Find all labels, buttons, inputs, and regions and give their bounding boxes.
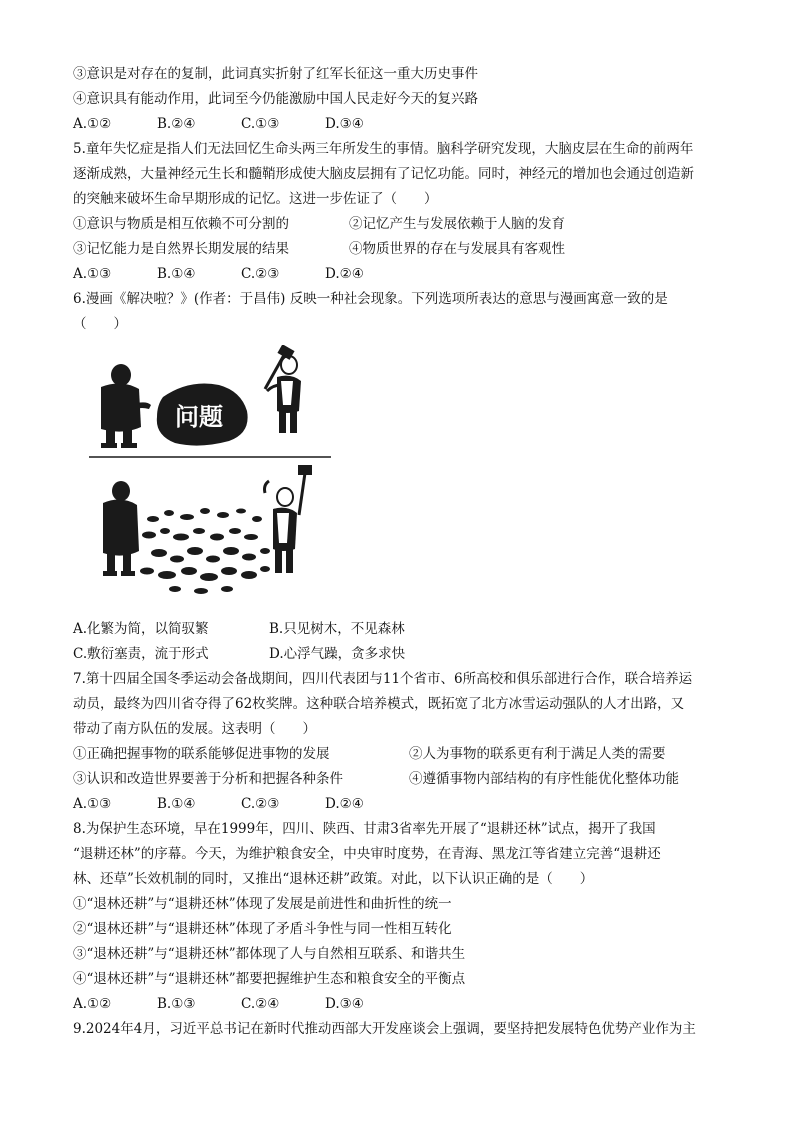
official-figure-bottom (103, 481, 139, 576)
exam-page (73, 62, 733, 1042)
q8-stem-line-3: 林、还草”长效机制的同时，又推出“退林还耕”政策。对此，以下认识正确的是（ ） (73, 871, 594, 887)
rock-label: 问题 (175, 403, 223, 431)
cartoon-bottom-panel (103, 465, 312, 594)
q4-options (73, 112, 733, 137)
q6-options-row-2 (73, 642, 733, 667)
q7-options (73, 792, 733, 817)
q7-statement-2: ②人为事物的联系更有利于满足人类的需要 (409, 746, 666, 762)
q8-option-d[interactable]: D.③④ (325, 996, 364, 1012)
q5-statement-1: ①意识与物质是相互依赖不可分割的 (73, 216, 289, 232)
q7-statement-3: ③认识和改造世界要善于分析和把握各种条件 (73, 771, 343, 787)
q4-option-c[interactable]: C.①③ (241, 116, 280, 132)
q8-option-a[interactable]: A.①② (73, 996, 112, 1012)
q6-options-row-1 (73, 617, 733, 642)
q6-option-a[interactable]: A.化繁为简，以简驭繁 (73, 621, 209, 637)
problem-rock (157, 384, 248, 446)
q5-stem-line-1: 5.童年失忆症是指人们无法回忆生命头两三年所发生的事情。脑科学研究发现，大脑皮层在生命的前两年 (73, 141, 694, 157)
q7-option-d[interactable]: D.②④ (325, 796, 364, 812)
q8-statement-1: ①“退林还耕”与“退耕还林”体现了发展是前进性和曲折性的统一 (73, 896, 452, 912)
worker-figure-top (265, 345, 301, 433)
q4-option-b[interactable]: B.②④ (157, 116, 196, 132)
q8-statement-3: ③“退林还耕”与“退耕还林”都体现了人与自然相互联系、和谐共生 (73, 946, 466, 962)
q7-statement-1: ①正确把握事物的联系能够促进事物的发展 (73, 746, 330, 762)
q6-option-c[interactable]: C.敷衍塞责，流于形式 (73, 646, 209, 662)
q5-stem-line-3: 的突触来破坏生命早期形成的记忆。这进一步佐证了（ ） (73, 191, 438, 207)
q8-option-c[interactable]: C.②④ (241, 996, 280, 1012)
q8-options (73, 992, 733, 1017)
q8-stem-line-1: 8.为保护生态环境，早在1999年，四川、陕西、甘肃3省率先开展了“退耕还林”试点，揭开了我国 (73, 821, 656, 837)
q6-option-d[interactable]: D.心浮气躁，贪多求快 (269, 646, 406, 662)
q7-option-c[interactable]: C.②③ (241, 796, 280, 812)
q4-option-a[interactable]: A.①② (73, 116, 112, 132)
q7-stem-line-1: 7.第十四届全国冬季运动会备战期间，四川代表团与11个省市、6所高校和俱乐部进行合作，联合培养运 (73, 671, 693, 687)
q7-statement-4: ④遵循事物内部结构的有序性能优化整体功能 (409, 771, 679, 787)
q7-option-a[interactable]: A.①③ (73, 796, 112, 812)
q4-statement-3: ③意识是对存在的复制，此词真实折射了红军长征这一重大历史事件 (73, 66, 478, 82)
official-figure-top (101, 364, 151, 448)
q5-option-a[interactable]: A.①③ (73, 266, 112, 282)
q6-option-b[interactable]: B.只见树木，不见森林 (269, 621, 405, 637)
q4-option-d[interactable]: D.③④ (325, 116, 364, 132)
q8-stem-line-2: “退耕还林”的序幕。今天，为维护粮食安全，中央审时度势，在青海、黑龙江等省建立完善“退耕还 (73, 846, 661, 862)
cartoon-top-panel (89, 345, 331, 457)
q5-statement-2: ②记忆产生与发展依赖于人脑的发育 (349, 216, 565, 232)
q5-option-b[interactable]: B.①④ (157, 266, 196, 282)
q7-statements-row-1 (73, 742, 733, 767)
rubble-pieces (140, 508, 270, 594)
q7-option-b[interactable]: B.①④ (157, 796, 196, 812)
q6-stem-line-2: （ ） (73, 316, 127, 332)
q5-option-d[interactable]: D.②④ (325, 266, 364, 282)
q5-statement-3: ③记忆能力是自然界长期发展的结果 (73, 241, 289, 257)
q7-stem-line-3: 带动了南方队伍的发展。这表明（ ） (73, 721, 316, 737)
q8-statement-2: ②“退林还耕”与“退耕还林”体现了矛盾斗争性与同一性相互转化 (73, 921, 452, 937)
q5-options (73, 262, 733, 287)
q5-statements-row-1 (73, 212, 733, 237)
worker-figure-bottom (265, 465, 313, 573)
q5-stem-line-2: 逐渐成熟，大量神经元生长和髓鞘形成使大脑皮层拥有了记忆功能。同时，神经元的增加也会通过创造新 (73, 166, 694, 182)
q6-stem-line-1: 6.漫画《解决啦？》(作者：于昌伟) 反映一种社会现象。下列选项所表达的意思与漫画寓意一致的是 (73, 291, 668, 307)
q4-statement-4: ④意识具有能动作用，此词至今仍能激励中国人民走好今天的复兴路 (73, 91, 478, 107)
q5-statement-4: ④物质世界的存在与发展具有客观性 (349, 241, 565, 257)
q8-statement-4: ④“退林还耕”与“退耕还林”都要把握维护生态和粮食安全的平衡点 (73, 971, 466, 987)
q5-option-c[interactable]: C.②③ (241, 266, 280, 282)
q7-stem-line-2: 动员，最终为四川省夺得了62枚奖牌。这种联合培养模式，既拓宽了北方冰雪运动强队的人才出路，又 (73, 696, 685, 712)
q5-statements-row-2 (73, 237, 733, 262)
q9-stem-line-1: 9.2024年4月，习近平总书记在新时代推动西部大开发座谈会上强调，要坚持把发展特色优势产业作为主 (73, 1021, 696, 1037)
q7-statements-row-2 (73, 767, 733, 792)
cartoon-image (79, 345, 339, 607)
q8-option-b[interactable]: B.①③ (157, 996, 196, 1012)
